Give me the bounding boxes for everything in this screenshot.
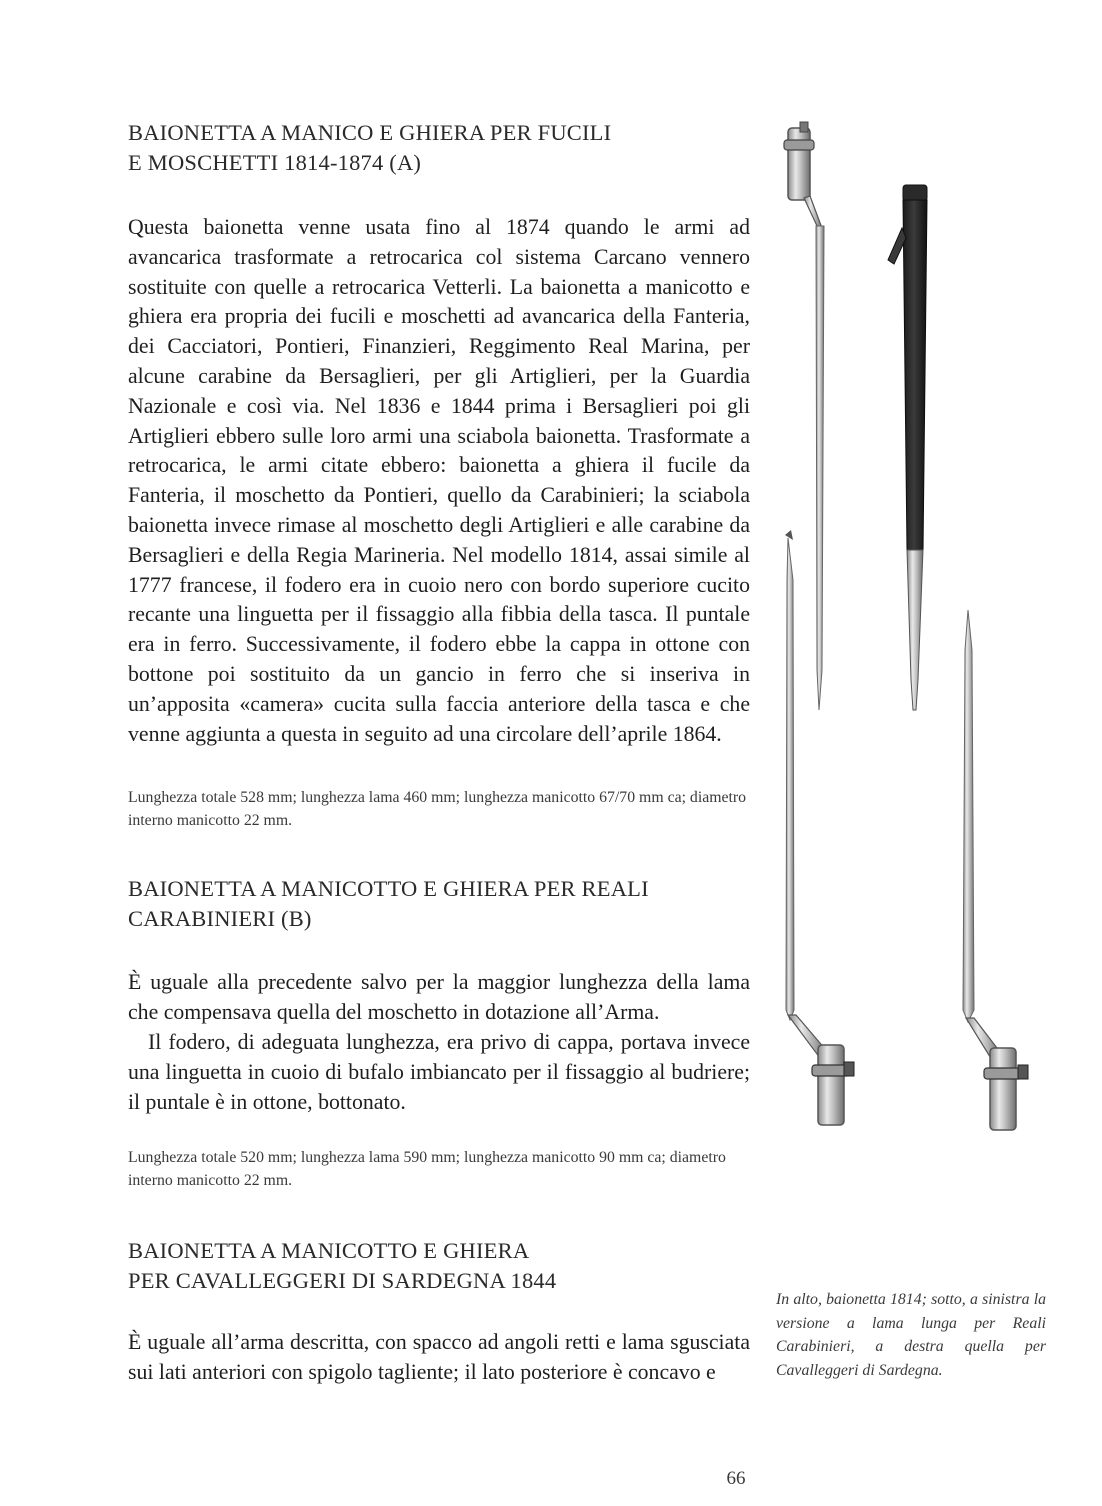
section-a-paragraph: Questa baionetta venne usata fino al 1874 quando le armi ad avancarica trasformate a retrocarica col sistema Carcano vennero sostituite con quelle a retrocarica Vetterli. La baionetta a manicotto e ghiera era propria dei fucili e moschetti ad avancarica della Fanteria, dei Cacciatori, Pontieri, Finanzieri, Reggimento Real Marina, per alcune carabine da Bersaglieri, per gli Artiglieri, per la Guardia Nazionale e così via. Nel 1836 e 1844 prima i Bersaglieri poi gli Artiglieri ebbero sulle loro armi una sciabola baionetta. Trasformate a retrocarica, le armi citate ebbero: baionetta a ghiera il fucile da Fanteria, il moschetto da Pontieri, quello da Carabinieri; la sciabola baionetta invece rimase al moschetto degli Artiglieri e alle carabine da Bersaglieri e della Regia Marineria. Nel modello 1814, assai simile al 1777 francese, il fodero era in cuoio nero con bordo superiore cucito recante una linguetta per il fissaggio alla fibbia della tasca. Il puntale era in ferro. Successivamente, il fodero ebbe la cappa in ottone con bottone poi sostituito da un gancio in ferro che si inseriva in un’apposita «camera» cucita sulla faccia anteriore della tasca e che venne aggiunta a questa in seguito ad una circolare dell’aprile 1864. (128, 215, 750, 746)
scabbard-1814-image (888, 185, 927, 710)
section-b-heading: BAIONETTA A MANICOTTO E GHIERA PER REALI CARABINIERI (B) (128, 876, 649, 931)
section-c-paragraph: È uguale all’arma descritta, con spacco ad angoli retti e lama sgusciata sui lati anteriori con spigolo tagliente; il lato posteriore è concavo e (128, 1330, 750, 1384)
section-a-heading: BAIONETTA A MANICO E GHIERA PER FUCILI E MOSCHETTI 1814-1874 (A) (128, 120, 612, 175)
figure-caption: In alto, baionetta 1814; sotto, a sinistra la versione a lama lunga per Reali Carabinieri, a destra quella per Cavalleggeri di Sardegna. (776, 1291, 1046, 1379)
section-b-paragraph-2: Il fodero, di adeguata lunghezza, era privo di cappa, portava invece una linguetta in cuoio di bufalo imbiancato per il fissaggio al budriere; il puntale è in ottone, bottonato. (128, 1030, 750, 1114)
section-c-heading: BAIONETTA A MANICOTTO E GHIERA PER CAVALLEGGERI DI SARDEGNA 1844 (128, 1238, 557, 1293)
section-b-specs: Lunghezza totale 520 mm; lunghezza lama 590 mm; lunghezza manicotto 90 mm ca; diametro interno manicotto 22 mm. (128, 1149, 726, 1189)
bayonet-cavalleggeri-sardegna-image (963, 610, 1028, 1130)
page-number: 66 (726, 1468, 746, 1489)
bayonets-figure (760, 110, 1060, 1230)
section-b-paragraph-1: È uguale alla precedente salvo per la maggior lunghezza della lama che compensava quella del moschetto in dotazione all’Arma. (128, 970, 750, 1024)
section-a-specs: Lunghezza totale 528 mm; lunghezza lama 460 mm; lunghezza manicotto 67/70 mm ca; diametro interno manicotto 22 mm. (128, 789, 747, 829)
